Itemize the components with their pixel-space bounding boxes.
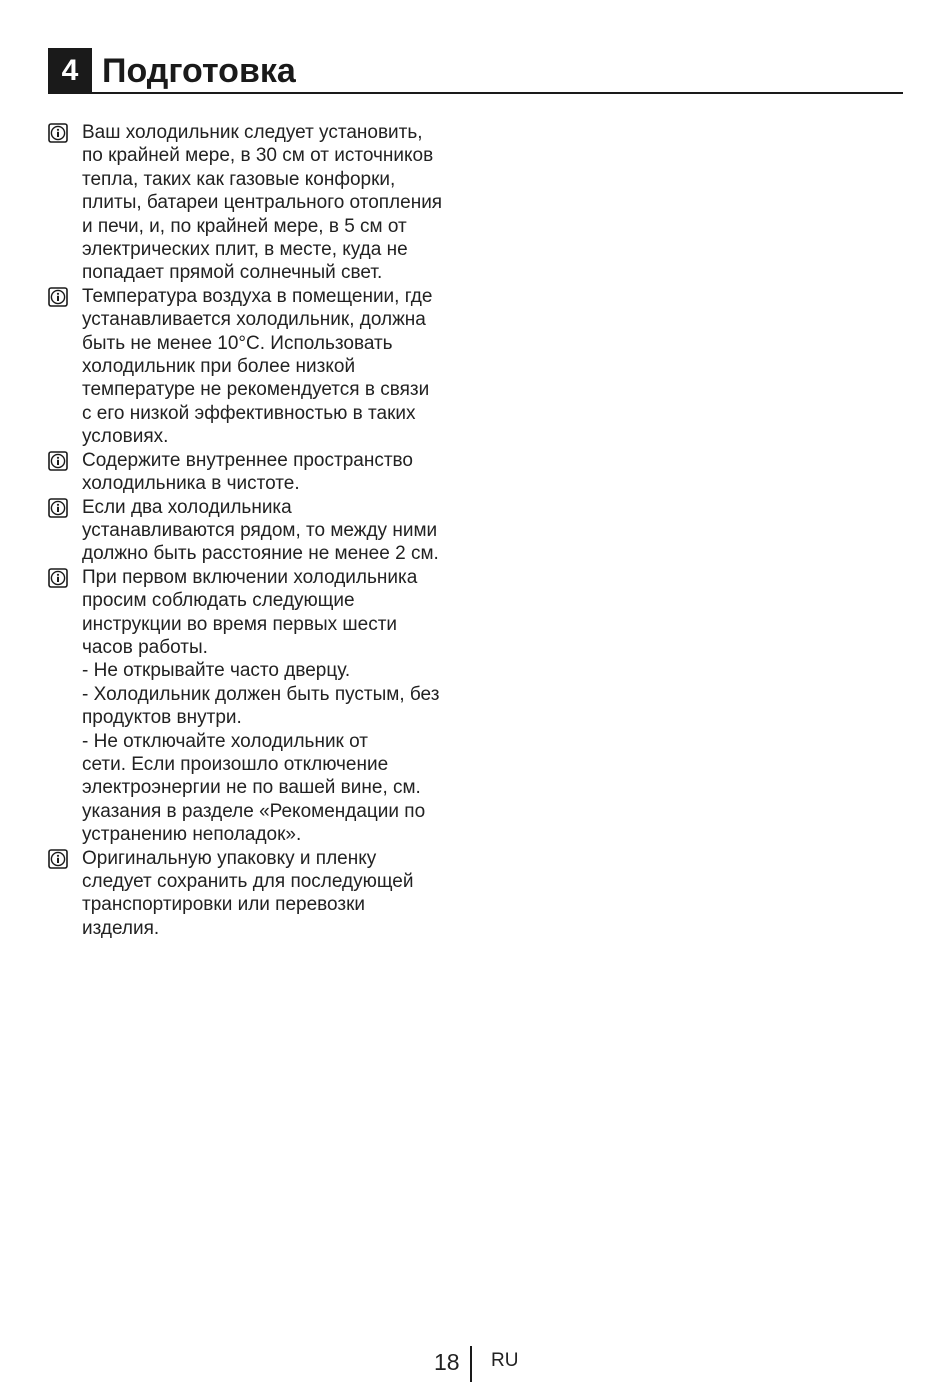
item-text-line: продуктов внутри. — [82, 707, 242, 729]
footer-divider — [470, 1346, 472, 1382]
info-item — [48, 566, 468, 847]
item-text-line: часов работы. — [82, 636, 208, 658]
info-icon — [48, 123, 68, 143]
item-text-line: холодильника в чистоте. — [82, 473, 300, 495]
item-text-line: тепла, таких как газовые конфорки, — [82, 168, 396, 190]
item-text-line: должно быть расстояние не менее 2 см. — [82, 543, 439, 565]
item-text-line: - Холодильник должен быть пустым, без — [82, 683, 440, 705]
info-item — [48, 496, 468, 566]
item-text-line: электроэнергии не по вашей вине, см. — [82, 777, 421, 799]
item-text-line: Если два холодильника — [82, 496, 292, 518]
item-text-line: Оригинальную упаковку и пленку — [82, 847, 377, 869]
item-text-line: Температура воздуха в помещении, где — [82, 285, 433, 307]
info-item — [48, 449, 468, 496]
item-text-line: холодильник при более низкой — [82, 356, 356, 378]
item-text-line: инструкции во время первых шести — [82, 613, 398, 635]
item-text-line: изделия. — [82, 917, 160, 939]
item-text-line: При первом включении холодильника — [82, 566, 418, 588]
info-item — [48, 847, 468, 941]
item-text-line: - Не открывайте часто дверцу. — [82, 660, 351, 682]
chapter-title: Подготовка — [102, 52, 296, 90]
page-footer — [0, 1346, 950, 1386]
item-text-line: Содержите внутреннее пространство — [82, 449, 413, 471]
chapter-number: 4 — [48, 48, 92, 92]
item-text-line: плиты, батареи центрального отопления — [82, 192, 443, 214]
info-icon — [48, 568, 68, 588]
item-text-line: быть не менее 10°С. Использовать — [82, 332, 393, 354]
info-item — [48, 285, 468, 449]
item-text-line: с его низкой эффективностью в таких — [82, 402, 416, 424]
info-icon — [48, 451, 68, 471]
item-text-line: устанавливается холодильник, должна — [82, 309, 426, 331]
info-icon — [48, 849, 68, 869]
item-text-line: условиях. — [82, 426, 169, 448]
item-text-line: сети. Если произошло отключение — [82, 753, 389, 775]
item-text-line: попадает прямой солнечный свет. — [82, 262, 383, 284]
instructions-list — [48, 121, 468, 940]
item-text-line: Ваш холодильник следует установить, — [82, 122, 423, 143]
item-text-line: температуре не рекомендуется в связи — [82, 379, 430, 401]
item-text-line: указания в разделе «Рекомендации по — [82, 800, 426, 822]
item-text-line: электрических плит, в месте, куда не — [82, 239, 408, 261]
item-text-line: следует сохранить для последующей — [82, 871, 414, 892]
language-code: RU — [491, 1350, 519, 1371]
item-text-line: - Не отключайте холодильник от — [82, 730, 369, 752]
info-item — [48, 121, 468, 285]
info-icon — [48, 287, 68, 307]
item-text-line: по крайней мере, в 30 см от источников — [82, 145, 434, 167]
chapter-header — [48, 48, 903, 94]
item-text-line: просим соблюдать следующие — [82, 590, 355, 612]
item-text-line: транспортировки или перевозки — [82, 894, 366, 916]
item-text-line: устранению неполадок». — [82, 824, 302, 846]
item-text-line: и печи, и, по крайней мере, в 5 см от — [82, 215, 407, 237]
page-number: 18 — [434, 1349, 460, 1375]
item-text-line: устанавливаются рядом, то между ними — [82, 519, 438, 541]
info-icon — [48, 498, 68, 518]
